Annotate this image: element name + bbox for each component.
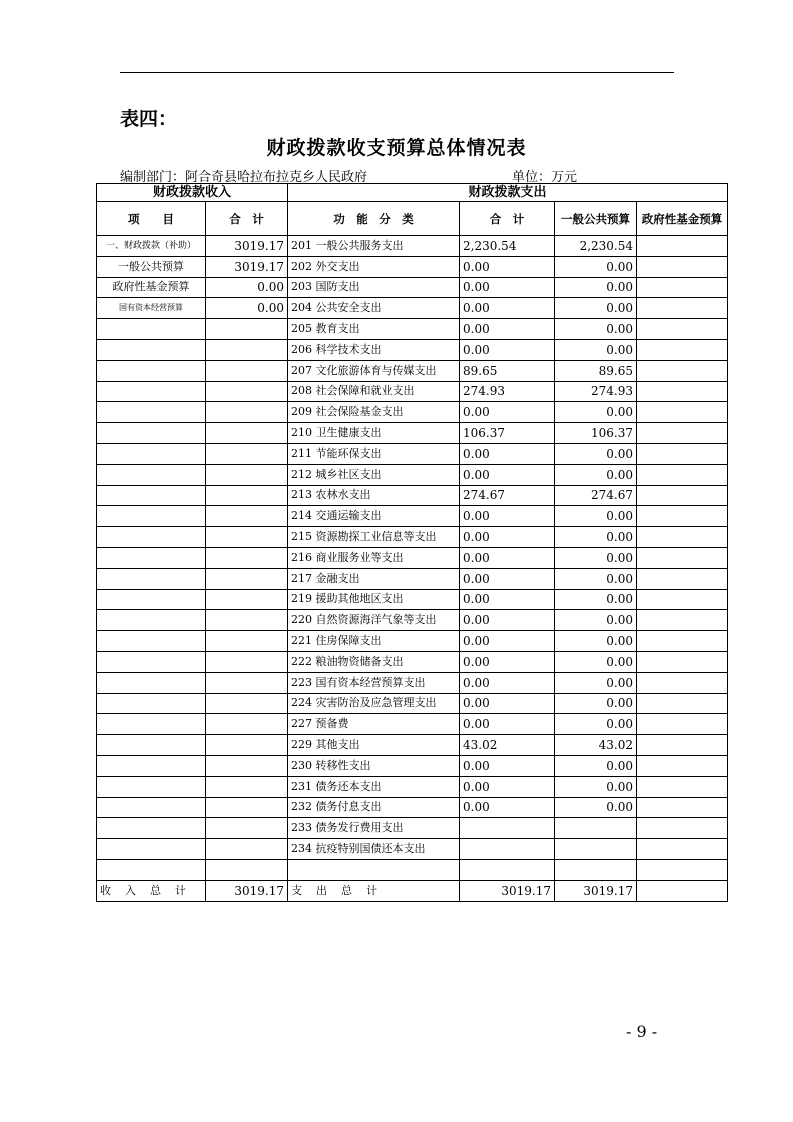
expense-total-cell: 0.00	[460, 714, 555, 735]
expense-total-cell: 274.67	[460, 485, 555, 506]
fund-budget-cell	[637, 859, 728, 880]
general-budget-cell: 274.93	[555, 381, 637, 402]
function-class-cell: 229 其他支出	[288, 735, 460, 756]
general-budget-cell: 0.00	[555, 547, 637, 568]
general-budget-cell: 0.00	[555, 797, 637, 818]
income-item-cell	[97, 443, 206, 464]
function-class-cell: 203 国防支出	[288, 277, 460, 298]
expense-total-cell: 0.00	[460, 256, 555, 277]
fund-budget-cell	[637, 236, 728, 257]
table-row	[97, 485, 728, 506]
income-amount-cell	[206, 568, 288, 589]
fund-budget-cell	[637, 797, 728, 818]
function-class-cell: 224 灾害防治及应急管理支出	[288, 693, 460, 714]
col-expense-total-header: 合 计	[460, 202, 555, 236]
income-amount-cell	[206, 859, 288, 880]
general-budget-cell: 0.00	[555, 402, 637, 423]
income-item-cell	[97, 402, 206, 423]
general-budget-cell: 43.02	[555, 735, 637, 756]
income-amount-cell: 3019.17	[206, 256, 288, 277]
income-item-cell	[97, 755, 206, 776]
function-class-cell: 205 教育支出	[288, 319, 460, 340]
income-amount-cell	[206, 610, 288, 631]
general-budget-cell: 0.00	[555, 610, 637, 631]
income-item-cell	[97, 360, 206, 381]
function-class-cell: 208 社会保障和就业支出	[288, 381, 460, 402]
table-row	[97, 423, 728, 444]
general-budget-cell: 0.00	[555, 693, 637, 714]
income-amount-cell	[206, 547, 288, 568]
income-item-cell	[97, 735, 206, 756]
income-amount-cell: 3019.17	[206, 236, 288, 257]
income-amount-cell	[206, 360, 288, 381]
general-budget-cell: 0.00	[555, 672, 637, 693]
expense-total-cell: 0.00	[460, 610, 555, 631]
budget-table	[96, 183, 728, 902]
expense-total-cell: 106.37	[460, 423, 555, 444]
fund-budget-cell	[637, 714, 728, 735]
fund-budget-cell	[637, 568, 728, 589]
table-row	[97, 818, 728, 839]
general-budget-cell: 0.00	[555, 506, 637, 527]
expense-total-cell	[460, 839, 555, 860]
table-row	[97, 672, 728, 693]
general-budget-cell: 2,230.54	[555, 236, 637, 257]
income-item-cell	[97, 818, 206, 839]
function-class-cell: 202 外交支出	[288, 256, 460, 277]
function-class-cell: 230 转移性支出	[288, 755, 460, 776]
fund-budget-cell	[637, 443, 728, 464]
function-class-cell: 219 援助其他地区支出	[288, 589, 460, 610]
expense-total-cell: 0.00	[460, 319, 555, 340]
expense-total-cell: 0.00	[460, 402, 555, 423]
income-item-cell	[97, 610, 206, 631]
table-row	[97, 797, 728, 818]
fund-budget-cell	[637, 506, 728, 527]
table-row	[97, 714, 728, 735]
fund-budget-cell	[637, 527, 728, 548]
function-class-cell: 209 社会保险基金支出	[288, 402, 460, 423]
table-row	[97, 610, 728, 631]
fund-budget-cell	[637, 547, 728, 568]
expense-total-cell: 0.00	[460, 277, 555, 298]
function-class-cell: 234 抗疫特别国债还本支出	[288, 839, 460, 860]
fund-budget-cell	[637, 651, 728, 672]
general-budget-cell: 0.00	[555, 568, 637, 589]
income-item-cell	[97, 464, 206, 485]
income-item-cell	[97, 672, 206, 693]
income-amount-cell	[206, 631, 288, 652]
expense-total-cell: 0.00	[460, 298, 555, 319]
function-class-cell: 232 债务付息支出	[288, 797, 460, 818]
function-class-cell: 213 农林水支出	[288, 485, 460, 506]
function-class-cell: 201 一般公共服务支出	[288, 236, 460, 257]
expense-total-cell: 0.00	[460, 568, 555, 589]
income-item-cell	[97, 319, 206, 340]
expense-section-header: 财政拨款支出	[288, 184, 728, 202]
function-class-cell: 217 金融支出	[288, 568, 460, 589]
fund-budget-cell	[637, 360, 728, 381]
expense-total-cell: 0.00	[460, 443, 555, 464]
function-class-cell: 215 资源勘探工业信息等支出	[288, 527, 460, 548]
fund-budget-cell	[637, 485, 728, 506]
income-amount-cell	[206, 506, 288, 527]
expense-total-cell: 0.00	[460, 693, 555, 714]
section-header-row	[97, 184, 728, 202]
income-section-header: 财政拨款收入	[97, 184, 288, 202]
income-amount-cell	[206, 319, 288, 340]
general-budget-cell: 0.00	[555, 339, 637, 360]
table-row	[97, 776, 728, 797]
table-row	[97, 277, 728, 298]
income-item-cell	[97, 527, 206, 548]
general-budget-cell: 89.65	[555, 360, 637, 381]
function-class-cell: 204 公共安全支出	[288, 298, 460, 319]
table-row	[97, 298, 728, 319]
function-class-cell: 231 债务还本支出	[288, 776, 460, 797]
general-budget-cell: 0.00	[555, 464, 637, 485]
expense-total-cell: 0.00	[460, 464, 555, 485]
expense-total-cell: 0.00	[460, 339, 555, 360]
general-budget-cell: 274.67	[555, 485, 637, 506]
income-amount-cell	[206, 735, 288, 756]
function-class-cell: 220 自然资源海洋气象等支出	[288, 610, 460, 631]
expense-total-cell: 0.00	[460, 672, 555, 693]
general-budget-cell: 106.37	[555, 423, 637, 444]
table-row	[97, 443, 728, 464]
income-amount-cell: 0.00	[206, 298, 288, 319]
header-rule	[120, 72, 674, 73]
income-amount-cell	[206, 651, 288, 672]
fund-budget-cell	[637, 631, 728, 652]
income-item-cell	[97, 423, 206, 444]
income-item-cell	[97, 776, 206, 797]
fund-budget-cell	[637, 402, 728, 423]
income-item-cell: 政府性基金预算	[97, 277, 206, 298]
income-amount-cell	[206, 423, 288, 444]
fund-budget-cell	[637, 464, 728, 485]
income-amount-cell	[206, 672, 288, 693]
fund-budget-cell	[637, 610, 728, 631]
general-budget-cell: 0.00	[555, 319, 637, 340]
income-amount-cell	[206, 714, 288, 735]
general-budget-cell	[555, 839, 637, 860]
table-row	[97, 693, 728, 714]
general-budget-cell: 0.00	[555, 527, 637, 548]
page-number: - 9 -	[626, 1022, 658, 1041]
fund-budget-cell	[637, 423, 728, 444]
org-name: 编制部门：阿合奇县哈拉布拉克乡人民政府	[120, 170, 368, 185]
income-total-amount: 3019.17	[206, 880, 288, 901]
function-class-cell: 223 国有资本经营预算支出	[288, 672, 460, 693]
table-row	[97, 547, 728, 568]
income-item-cell: 一、财政拨款（补助）	[97, 236, 206, 257]
function-class-cell: 222 粮油物资储备支出	[288, 651, 460, 672]
col-function-header: 功 能 分 类	[288, 202, 460, 236]
table-label: 表四：	[120, 108, 178, 130]
table-row	[97, 339, 728, 360]
general-budget-cell: 0.00	[555, 631, 637, 652]
income-item-cell: 一般公共预算	[97, 256, 206, 277]
expense-total-cell: 0.00	[460, 589, 555, 610]
income-amount-cell	[206, 464, 288, 485]
unit-label: 单位：万元	[512, 170, 578, 185]
expense-total-cell: 0.00	[460, 527, 555, 548]
income-item-cell	[97, 506, 206, 527]
income-item-cell	[97, 589, 206, 610]
income-item-cell	[97, 859, 206, 880]
expense-general-total: 3019.17	[555, 880, 637, 901]
fund-budget-cell	[637, 755, 728, 776]
expense-total-cell: 0.00	[460, 631, 555, 652]
income-item-cell	[97, 339, 206, 360]
page-title: 财政拨款收支预算总体情况表	[266, 137, 527, 159]
table-row	[97, 568, 728, 589]
function-class-cell: 210 卫生健康支出	[288, 423, 460, 444]
table-row	[97, 589, 728, 610]
fund-budget-cell	[637, 589, 728, 610]
fund-budget-cell	[637, 693, 728, 714]
function-class-cell: 221 住房保障支出	[288, 631, 460, 652]
col-fund-budget-header: 政府性基金预算	[637, 202, 728, 236]
general-budget-cell: 0.00	[555, 589, 637, 610]
expense-total-cell: 0.00	[460, 506, 555, 527]
income-item-cell	[97, 839, 206, 860]
expense-total-cell: 89.65	[460, 360, 555, 381]
general-budget-cell: 0.00	[555, 755, 637, 776]
table-row	[97, 839, 728, 860]
table-row	[97, 402, 728, 423]
table-row	[97, 256, 728, 277]
income-amount-cell	[206, 755, 288, 776]
income-amount-cell	[206, 589, 288, 610]
table-row	[97, 527, 728, 548]
income-amount-cell: 0.00	[206, 277, 288, 298]
fund-budget-cell	[637, 381, 728, 402]
fund-budget-cell	[637, 839, 728, 860]
table-row	[97, 651, 728, 672]
col-general-budget-header: 一般公共预算	[555, 202, 637, 236]
fund-budget-cell	[637, 818, 728, 839]
column-header-row	[97, 202, 728, 236]
function-class-cell: 214 交通运输支出	[288, 506, 460, 527]
income-amount-cell	[206, 402, 288, 423]
general-budget-cell	[555, 818, 637, 839]
income-item-cell: 国有资本经营预算	[97, 298, 206, 319]
expense-total-cell	[460, 859, 555, 880]
general-budget-cell: 0.00	[555, 443, 637, 464]
income-amount-cell	[206, 381, 288, 402]
income-total-label: 收入总计	[97, 880, 206, 901]
general-budget-cell: 0.00	[555, 277, 637, 298]
fund-budget-cell	[637, 339, 728, 360]
expense-total-cell: 0.00	[460, 797, 555, 818]
income-item-cell	[97, 693, 206, 714]
fund-budget-cell	[637, 277, 728, 298]
general-budget-cell: 0.00	[555, 776, 637, 797]
function-class-cell: 216 商业服务业等支出	[288, 547, 460, 568]
income-amount-cell	[206, 797, 288, 818]
function-class-cell: 212 城乡社区支出	[288, 464, 460, 485]
general-budget-cell: 0.00	[555, 651, 637, 672]
table-row	[97, 236, 728, 257]
income-amount-cell	[206, 818, 288, 839]
expense-fund-total	[637, 880, 728, 901]
general-budget-cell	[555, 859, 637, 880]
income-item-cell	[97, 485, 206, 506]
income-amount-cell	[206, 339, 288, 360]
function-class-cell: 207 文化旅游体育与传媒支出	[288, 360, 460, 381]
income-item-cell	[97, 797, 206, 818]
table-row	[97, 631, 728, 652]
expense-total-cell: 2,230.54	[460, 236, 555, 257]
table-row	[97, 319, 728, 340]
expense-total-label: 支出总计	[288, 880, 460, 901]
income-amount-cell	[206, 693, 288, 714]
table-row	[97, 506, 728, 527]
income-item-cell	[97, 547, 206, 568]
income-amount-cell	[206, 485, 288, 506]
income-amount-cell	[206, 443, 288, 464]
function-class-cell: 206 科学技术支出	[288, 339, 460, 360]
fund-budget-cell	[637, 298, 728, 319]
function-class-cell	[288, 859, 460, 880]
expense-total-cell: 0.00	[460, 547, 555, 568]
col-item-header: 项 目	[97, 202, 206, 236]
expense-total-cell: 274.93	[460, 381, 555, 402]
income-item-cell	[97, 651, 206, 672]
table-row	[97, 755, 728, 776]
fund-budget-cell	[637, 672, 728, 693]
fund-budget-cell	[637, 776, 728, 797]
expense-total-cell: 0.00	[460, 776, 555, 797]
general-budget-cell: 0.00	[555, 298, 637, 319]
expense-total-cell: 0.00	[460, 651, 555, 672]
general-budget-cell: 0.00	[555, 714, 637, 735]
fund-budget-cell	[637, 256, 728, 277]
fund-budget-cell	[637, 319, 728, 340]
table-row	[97, 735, 728, 756]
income-item-cell	[97, 631, 206, 652]
income-item-cell	[97, 381, 206, 402]
income-item-cell	[97, 568, 206, 589]
col-income-total-header: 合 计	[206, 202, 288, 236]
general-budget-cell: 0.00	[555, 256, 637, 277]
expense-total-cell	[460, 818, 555, 839]
expense-total-amount: 3019.17	[460, 880, 555, 901]
fund-budget-cell	[637, 735, 728, 756]
expense-total-cell: 0.00	[460, 755, 555, 776]
table-row	[97, 859, 728, 880]
table-row	[97, 464, 728, 485]
expense-total-cell: 43.02	[460, 735, 555, 756]
totals-row	[97, 880, 728, 901]
table-row	[97, 360, 728, 381]
function-class-cell: 233 债务发行费用支出	[288, 818, 460, 839]
income-amount-cell	[206, 839, 288, 860]
income-item-cell	[97, 714, 206, 735]
function-class-cell: 227 预备费	[288, 714, 460, 735]
table-row	[97, 381, 728, 402]
function-class-cell: 211 节能环保支出	[288, 443, 460, 464]
income-amount-cell	[206, 776, 288, 797]
income-amount-cell	[206, 527, 288, 548]
